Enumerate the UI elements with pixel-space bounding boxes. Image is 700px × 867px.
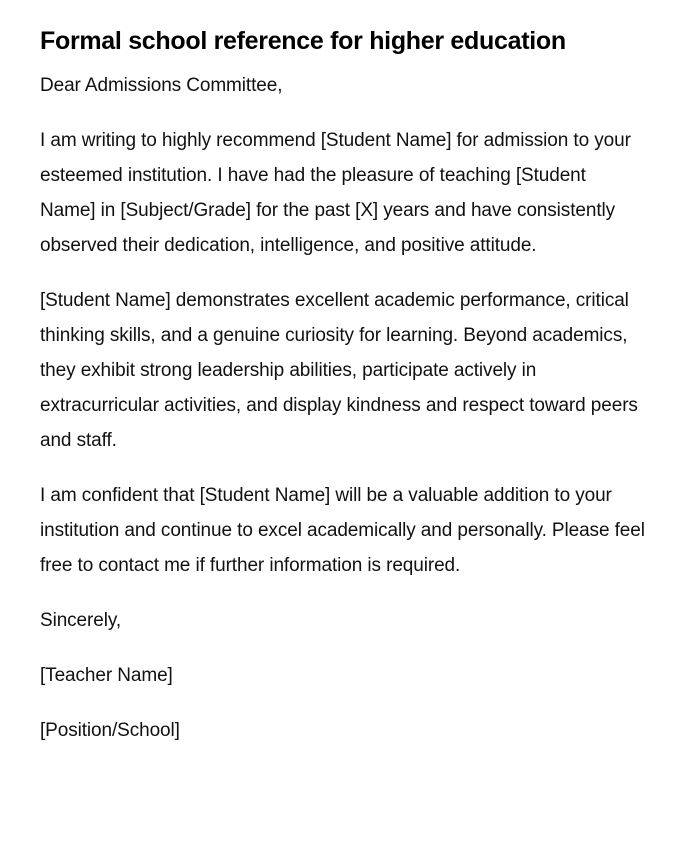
- signature-name: [Teacher Name]: [40, 665, 173, 686]
- body-paragraph-1: I am writing to highly recommend [Student Name] for admission to your esteemed institution. I have had the pleasure of teaching [Student Name] in [Subject/Grade] for the past [X] years and have consistently observed their dedication, intelligence, and positive attitude.: [40, 130, 631, 256]
- body-paragraph-3: I am confident that [Student Name] will be a valuable addition to your institution and continue to excel academically and personally. Please feel free to contact me if further information is required.: [40, 485, 645, 576]
- salutation: Dear Admissions Committee,: [40, 75, 283, 96]
- closing: Sincerely,: [40, 610, 122, 631]
- signature-position: [Position/School]: [40, 720, 180, 741]
- document-title: Formal school reference for higher education: [40, 27, 566, 55]
- body-paragraph-2: [Student Name] demonstrates excellent academic performance, critical thinking skills, and a genuine curiosity for learning. Beyond academics, they exhibit strong leadership abilities, participate actively in extracurricular activities, and display kindness and respect toward peers and staff.: [40, 290, 638, 451]
